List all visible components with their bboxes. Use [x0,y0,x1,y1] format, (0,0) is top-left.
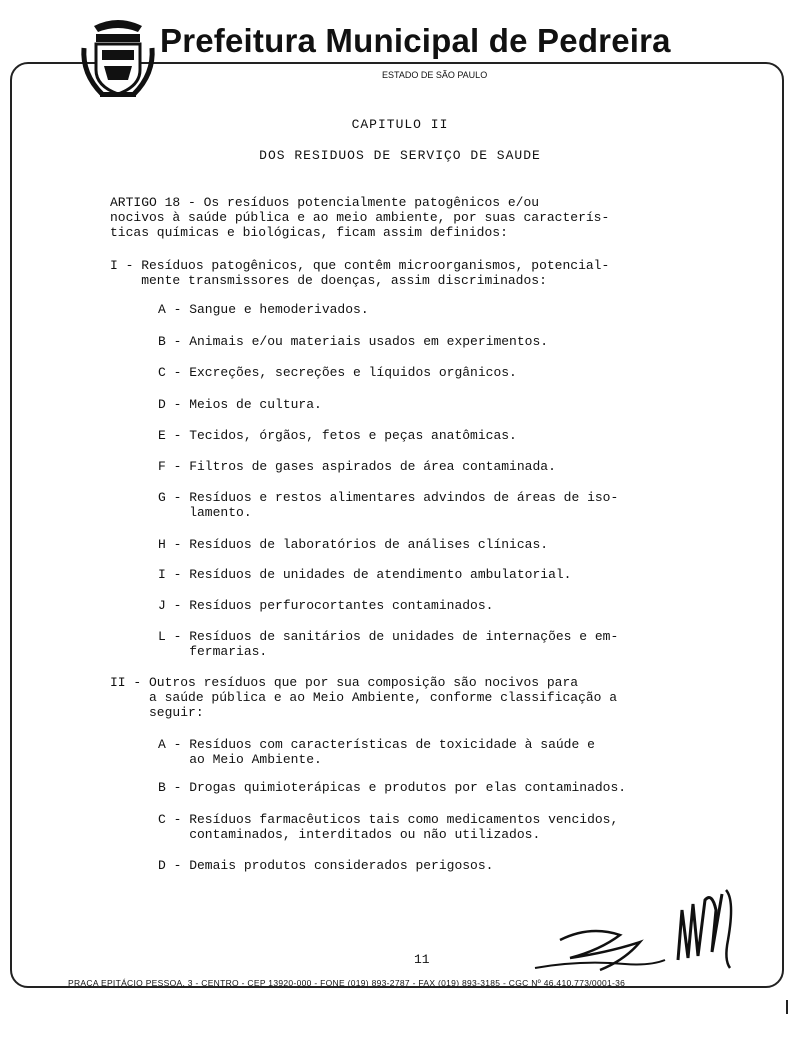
list-item: F - Filtros de gases aspirados de área contaminada. [158,459,556,474]
list-item: B - Drogas quimioterápicas e produtos por elas contaminados. [158,780,627,795]
list-item: J - Resíduos perfurocortantes contaminados. [158,598,494,613]
handwritten-signature [530,880,750,980]
list-item: A - Sangue e hemoderivados. [158,302,369,317]
list-item: L - Resíduos de sanitários de unidades de internações e em- fermarias. [158,629,619,659]
list-item: I - Resíduos de unidades de atendimento ambulatorial. [158,567,572,582]
chapter-subheading: DOS RESIDUOS DE SERVIÇO DE SAUDE [259,148,541,163]
list-item: E - Tecidos, órgãos, fetos e peças anatômicas. [158,428,517,443]
list-item: G - Resíduos e restos alimentares advindos de áreas de iso- lamento. [158,490,619,520]
list-item: C - Resíduos farmacêuticos tais como medicamentos vencidos, contaminados, interditados ou não utilizados. [158,812,619,842]
list-item: D - Demais produtos considerados perigosos. [158,858,494,873]
list-item: B - Animais e/ou materiais usados em experimentos. [158,334,549,349]
page-title: Prefeitura Municipal de Pedreira [160,22,671,59]
list-item: D - Meios de cultura. [158,397,322,412]
chapter-heading: CAPITULO II [351,117,449,132]
footer-address: PRAÇA EPITÁCIO PESSOA, 3 - CENTRO - CEP 13920-000 - FONE (019) 893-2787 - FAX (019) 893-3185 - CGC Nº 46.410.773/0001-36 [68,978,626,988]
section-i: I - Resíduos patogênicos, que contêm microorganismos, potencial- mente transmissores de doenças, assim discriminados: [110,258,610,288]
state-subtitle: ESTADO DE SÃO PAULO [382,70,488,80]
article-intro: ARTIGO 18 - Os resíduos potencialmente patogênicos e/ou nocivos à saúde pública e ao meio ambiente, por suas caracterís- ticas químicas e biológicas, ficam assim definidos: [110,195,610,240]
list-item: C - Excreções, secreções e líquidos orgânicos. [158,365,517,380]
margin-mark [786,1000,788,1014]
list-item: A - Resíduos com características de toxicidade à saúde e ao Meio Ambiente. [158,737,595,767]
page-number: 11 [414,952,430,967]
municipal-coat-of-arms [78,14,158,102]
section-ii: II - Outros resíduos que por sua composição são nocivos para a saúde pública e ao Meio Ambiente, conforme classificação a seguir: [110,675,618,720]
list-item: H - Resíduos de laboratórios de análises clínicas. [158,537,549,552]
